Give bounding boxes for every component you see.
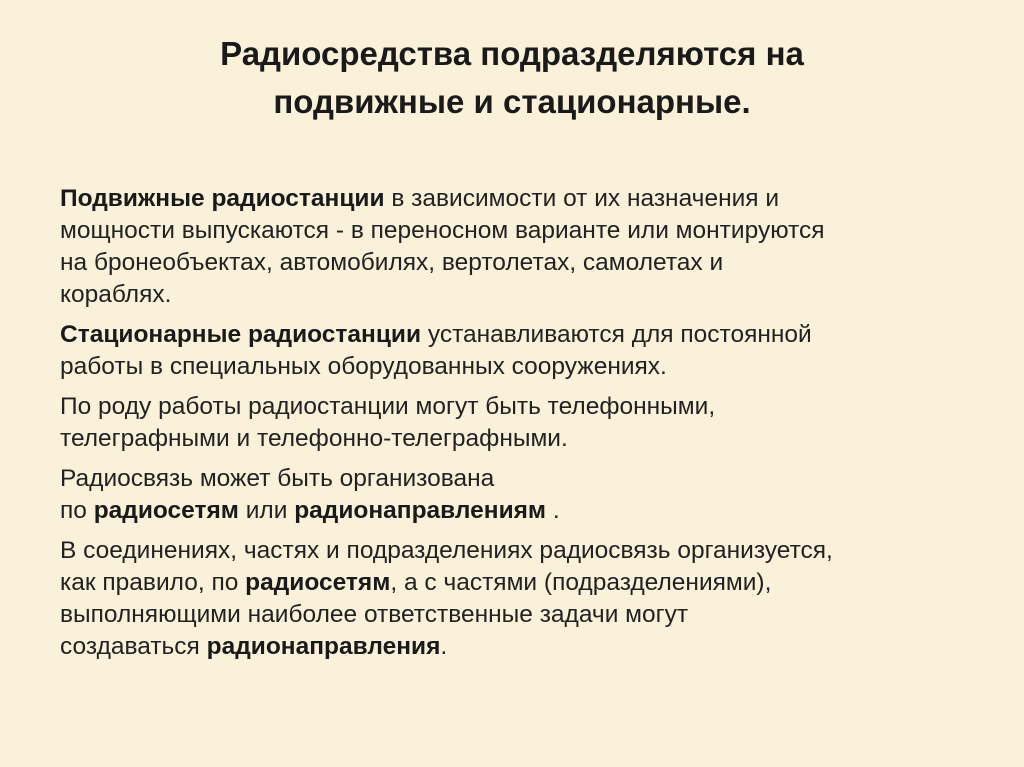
paragraph-line bbox=[60, 247, 980, 279]
text-run: в зависимости от их назначения и bbox=[384, 185, 780, 212]
paragraph-line bbox=[60, 391, 980, 423]
paragraph bbox=[60, 183, 980, 311]
paragraph-line bbox=[60, 215, 980, 247]
text-run: По роду работы радиостанции могут быть телефонными, bbox=[60, 393, 716, 420]
bold-term: радиосетям bbox=[245, 569, 391, 596]
paragraph-line bbox=[60, 463, 980, 495]
text-run: Радиосвязь может быть организована bbox=[60, 465, 495, 492]
slide-body bbox=[60, 183, 980, 671]
bold-term: радионаправления bbox=[206, 633, 441, 660]
title-line-2: подвижные и стационарные. bbox=[273, 83, 751, 120]
bold-term: Стационарные радиостанции bbox=[60, 321, 422, 348]
text-run: В соединениях, частях и подразделениях радиосвязь организуется, bbox=[60, 537, 833, 564]
paragraph-line bbox=[60, 351, 980, 383]
bold-term: Подвижные радиостанции bbox=[60, 185, 385, 212]
text-run: устанавливаются для постоянной bbox=[421, 321, 812, 348]
paragraph bbox=[60, 319, 980, 383]
title-line-1: Радиосредства подразделяются на bbox=[220, 35, 804, 72]
paragraph-line bbox=[60, 599, 980, 631]
paragraph-line bbox=[60, 279, 980, 311]
text-run: . bbox=[546, 497, 560, 524]
paragraph-line bbox=[60, 495, 980, 527]
paragraph-line bbox=[60, 631, 980, 663]
bold-term: радиосетям bbox=[93, 497, 239, 524]
text-run: создаваться bbox=[60, 633, 207, 660]
paragraph bbox=[60, 391, 980, 455]
slide-title bbox=[0, 30, 1024, 126]
text-run: как правило, по bbox=[60, 569, 246, 596]
text-run: мощности выпускаются - в переносном варианте или монтируются bbox=[60, 217, 825, 244]
text-run: кораблях. bbox=[60, 281, 172, 308]
text-run: работы в специальных оборудованных сооружениях. bbox=[60, 353, 667, 380]
text-run: по bbox=[60, 497, 94, 524]
paragraph bbox=[60, 463, 980, 527]
paragraph-line bbox=[60, 319, 980, 351]
paragraph-line bbox=[60, 567, 980, 599]
bold-term: радионаправлениям bbox=[294, 497, 547, 524]
paragraph-line bbox=[60, 183, 980, 215]
text-run: выполняющими наиболее ответственные задачи могут bbox=[60, 601, 689, 628]
paragraph-line bbox=[60, 423, 980, 455]
text-run: . bbox=[440, 633, 448, 660]
text-run: на бронеобъектах, автомобилях, вертолетах, самолетах и bbox=[60, 249, 724, 276]
text-run: или bbox=[238, 497, 295, 524]
paragraph bbox=[60, 535, 980, 663]
paragraph-line bbox=[60, 535, 980, 567]
text-run: телеграфными и телефонно-телеграфными. bbox=[60, 425, 568, 452]
text-run: , а с частями (подразделениями), bbox=[390, 569, 772, 596]
